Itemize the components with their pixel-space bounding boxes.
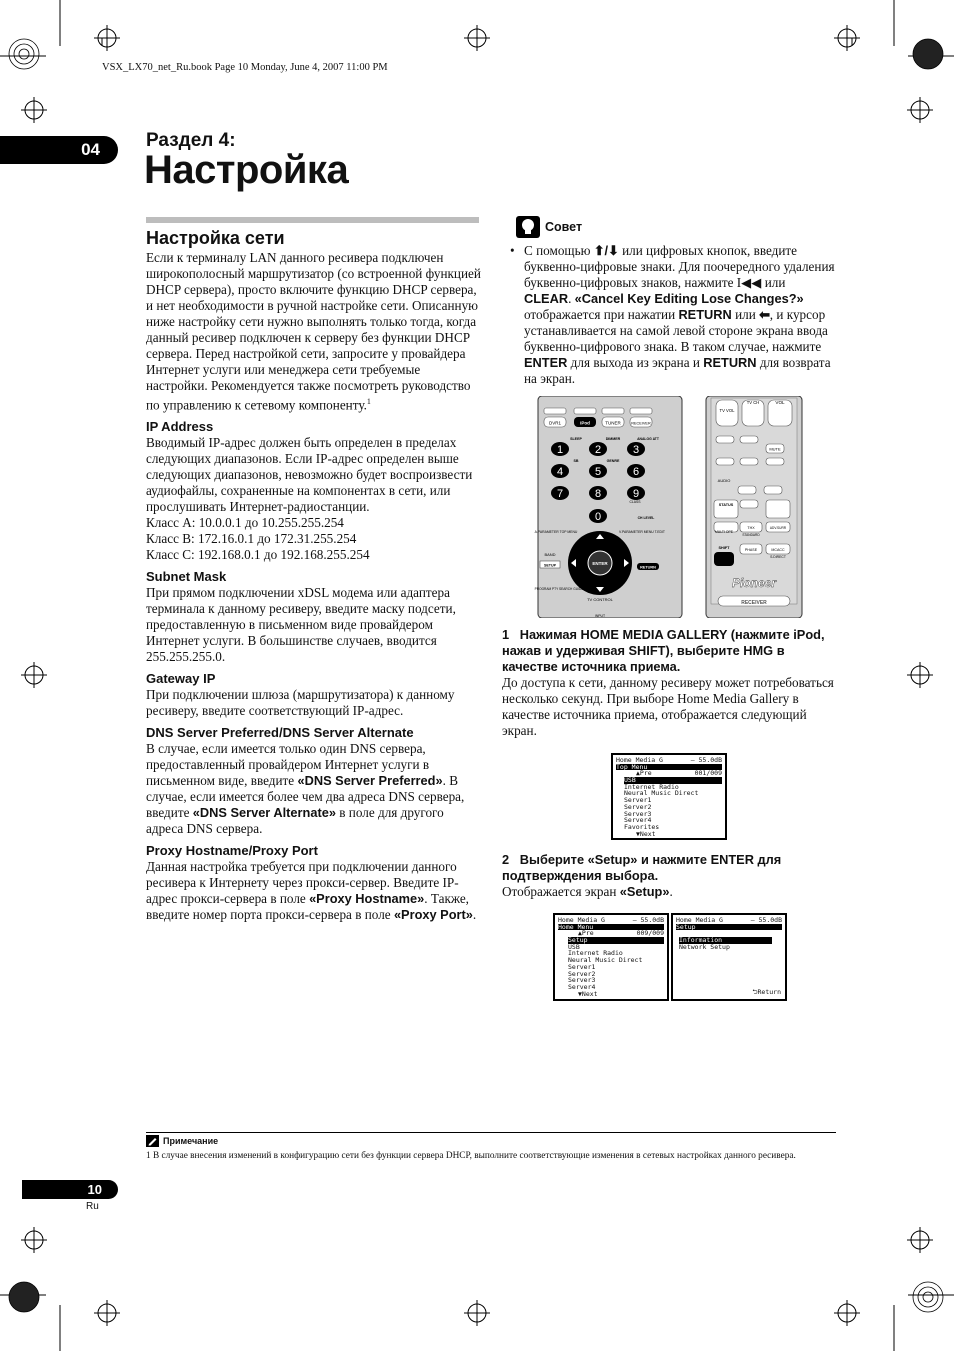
ip-class-b: Класс B: 172.16.0.1 до 172.31.255.254 <box>146 531 357 547</box>
remote-label-genre: GENRE <box>606 459 620 463</box>
screen-list-item: Server2 <box>624 802 652 811</box>
section-rule <box>146 217 479 223</box>
page-number: 10 <box>22 1180 118 1199</box>
footnote-ref: 1 <box>366 397 371 406</box>
screen-list-item: Internet Radio <box>568 949 623 958</box>
remote-label-dimmer: DIMMER <box>605 437 621 441</box>
remote-label-sleep: SLEEP <box>570 437 582 441</box>
screen-next: ▼Next <box>578 989 598 998</box>
remote-label-thx: THX <box>747 526 755 530</box>
footer-rule <box>146 1132 836 1133</box>
remote-digit-label: 6 <box>632 466 640 478</box>
left-column <box>146 250 481 923</box>
step-1-heading: 1 Нажимая HOME MEDIA GALLERY (нажмите iPod, нажав и удерживая SHIFT), выберите HMG в качестве источника приема. <box>502 627 825 674</box>
remote-digit-label: 1 <box>556 444 564 456</box>
screen-next: ▼Next <box>636 829 656 838</box>
dns-text: В случае, если имеется только один DNS сервера, предоставленный провайдером Интернет услуги в письменном виде, введите «DNS Server Preferred». В случае, если имеется более чем два адреса DNS сервера, введите «DNS Server Alternate» в поле для другого адреса DNS сервера. <box>146 741 465 837</box>
screen-list-item: Server4 <box>624 816 652 825</box>
remote-digit-label: 3 <box>632 444 640 456</box>
subnet-heading: Subnet Mask <box>146 569 227 585</box>
screen-return: ⮌Return <box>752 988 781 997</box>
remote-return-button: RETURN <box>640 565 656 570</box>
remote-label-input: INPUT <box>594 614 606 618</box>
remote-digit-label: 7 <box>556 488 564 500</box>
remote-btn-tuner: TUNER <box>605 420 621 426</box>
remote-label-mcacc: MCACC <box>771 548 785 552</box>
remote-label-ch-level: CH LEVEL <box>637 516 655 520</box>
remote-digit-label: 9 <box>632 488 640 500</box>
step-2-heading: 2 Выберите «Setup» и нажмите ENTER для подтверждения выбора. <box>502 852 782 883</box>
remote-label-sb: SB <box>573 459 579 463</box>
screen-list-item: Favorites <box>624 822 660 831</box>
remote-label-status: STATUS <box>718 503 734 507</box>
remote-label-vol: VOL <box>775 400 785 405</box>
page-language: Ru <box>86 1201 99 1212</box>
screen-list-item: Server1 <box>624 796 652 805</box>
screen-list-item: Neural Music Direct <box>624 789 699 798</box>
screen-list-item: Internet Radio <box>624 782 679 791</box>
remote-control-illustration <box>530 396 804 618</box>
proxy-text: Данная настройка требуется при подключении данного ресивера к Интернету через прокси-сервер. Введите IP-адрес прокси-сервера в поле «Proxy Hostname». Также, введите номер порта прокси-сервера в поле «Proxy Port». <box>146 859 477 923</box>
remote-label-multi-ope: MULTI OPE <box>714 530 734 534</box>
remote-label-mute: MUTE <box>769 446 781 452</box>
remote-label-setup: SETUP <box>544 563 556 568</box>
remote-label-a-parameter: A.PARAMETER TOP MENU <box>534 530 578 534</box>
step-1 <box>502 627 838 739</box>
remote-label-adv-surr: ADV.SURR <box>769 526 787 530</box>
ip-address-heading: IP Address <box>146 419 214 435</box>
ip-class-a: Класс A: 10.0.0.1 до 10.255.255.254 <box>146 515 344 531</box>
display-screen-top-menu: Home Media G – 55.0dB Top Menu ▲Pre 001/009 USB Internet Radio Neural Music Direct Server1 Server2 Server3 Server4 Favorites ▼Next <box>611 753 727 840</box>
note-icon <box>146 1135 159 1147</box>
remote-label-tv-ch: TV CH <box>746 400 760 405</box>
ip-address-text: Вводимый IP-адрес должен быть определен в пределах следующих диапазонов. Если IP-адрес определен выше следующих диапазонов, невозможно будет воспроизвести аудиофайлы, сохраненные на компонентах в сети, или прослушивать Интернет-радиостанции. <box>146 435 473 515</box>
remote-label-audio: AUDIO <box>717 478 731 483</box>
lightbulb-icon <box>516 216 540 238</box>
remote-digit-label: 0 <box>594 511 602 523</box>
screen-list-item: Server3 <box>624 809 652 818</box>
screen-list-item: Server2 <box>568 969 596 978</box>
remote-receiver-label: RECEIVER <box>741 600 767 606</box>
chapter-tab: 04 <box>0 136 118 164</box>
tip-bullet: • <box>510 243 515 258</box>
screen-list-item: Server3 <box>568 976 596 985</box>
gateway-heading: Gateway IP <box>146 671 216 687</box>
note-heading: Примечание <box>146 1135 218 1147</box>
step-2-text: Отображается экран «Setup». <box>502 884 673 899</box>
screen-list-item: Network Setup <box>679 942 730 951</box>
proxy-heading: Proxy Hostname/Proxy Port <box>146 843 318 859</box>
step-2 <box>502 852 838 900</box>
remote-btn-receiver: RECEIVER <box>631 421 651 426</box>
remote-digit-label: 2 <box>594 444 602 456</box>
remote-label-band: BAND <box>544 552 556 557</box>
display-screen-home-menu: Home Media G – 55.0dB Home Menu ▲Pre 009/009 Setup USB Internet Radio Neural Music Direct Server1 Server2 Server3 Server4 ▼Next <box>553 913 669 1001</box>
step-1-text: До доступа к сети, данному ресиверу может потребоваться несколько секунд. При выборе Home Media Gallery в качестве источника приема, отображается следующий экран. <box>502 675 834 738</box>
print-info: VSX_LX70_net_Ru.book Page 10 Monday, June 4, 2007 11:00 PM <box>102 62 388 73</box>
remote-btn-dvr1: DVR1 <box>548 420 562 426</box>
remote-label-s-direct: S.DIRECT <box>770 555 786 559</box>
tip-heading: Совет <box>516 216 582 238</box>
remote-label-class: CLASS <box>629 500 641 504</box>
screen-list-item: Server1 <box>568 962 596 971</box>
remote-label-shift: SHIFT <box>718 546 730 550</box>
remote-digit-label: 4 <box>556 466 564 478</box>
remote-label-standard: STANDARD <box>742 533 760 537</box>
pioneer-logo: Pioneer <box>731 576 777 590</box>
remote-enter-button: ENTER <box>592 561 608 566</box>
up-down-arrow-icon: ⬆/⬇ <box>593 243 619 258</box>
previous-track-icon: I◀◀ <box>736 275 762 290</box>
remote-digit-label: 5 <box>594 466 602 478</box>
remote-label-tv-control: TV CONTROL <box>587 597 613 602</box>
remote-label-tv-vol: TV VOL <box>719 408 735 413</box>
screen-list-item: Server4 <box>568 982 596 991</box>
note-text: 1 В случае внесения изменений в конфигурацию сети без функции сервера DHCP, выполните соответствующие изменения в сетевых настройках данного ресивера. <box>146 1151 796 1161</box>
screen-list-item: Information <box>679 937 772 944</box>
dns-heading: DNS Server Preferred/DNS Server Alternate <box>146 725 414 741</box>
subsection-title: Настройка сети <box>146 228 285 248</box>
remote-btn-ipod: iPod <box>580 420 590 426</box>
tip-text: С помощью ⬆/⬇ или цифровых кнопок, введите буквенно-цифровые знаки. Для поочередного удаления буквенно-цифровых знаков, нажмите I◀◀ или CLEAR. «Cancel Key Editing Lose Changes?» отображается при нажатии RETURN или ⬅, и курсор устанавливается на самой левой стороне экрана ввода буквенно-цифрового знака. В таком случае, нажмите ENTER для выхода из экрана и RETURN для возврата на экран. <box>524 243 835 386</box>
intro-paragraph: Если к терминалу LAN данного ресивера подключен широкополосный маршрутизатор (со встроенной функцией DHCP сервера), просто включите функцию DHCP сервера, и нет необходимости в ручной настройке сети. Описанную ниже настройку сети нужно выполнять только тогда, когда данный ресивер подключен к серверу без функции DHCP сервера. Перед настройкой сети, запросите у провайдера Интернет услуги или менеджера сети требуемые настройки. Рекомендуется также посмотреть руководство по управлению к сетевому компоненту.$^1$ <box>146 250 481 413</box>
remote-label-analog-att: ANALOG ATT <box>637 437 659 441</box>
left-arrow-icon: ⬅ <box>759 307 770 322</box>
section-label: Раздел 4: <box>146 130 236 151</box>
ip-class-c: Класс C: 192.168.0.1 до 192.168.255.254 <box>146 547 370 563</box>
remote-label-phase: PHASE <box>744 548 758 552</box>
screen-list-item: USB <box>624 777 722 784</box>
screen-list-item: Neural Music Direct <box>568 956 643 965</box>
remote-digit-label: 8 <box>594 488 602 500</box>
gateway-text: При подключении шлюза (маршрутизатора) к данному ресиверу, введите соответствующий IP-адрес. <box>146 687 455 719</box>
remote-label-program: PROGRAM PTY SEARCH GUIDE <box>534 587 584 591</box>
display-screen-setup: Home Media G – 55.0dB Setup Information Network Setup ⮌Return <box>671 913 787 1001</box>
subnet-text: При прямом подключении xDSL модема или адаптера терминала к данному ресиверу, введите маску подсети, предоставленную в письменном виде провайдером Интернет услуги. В большинстве случаев, вводится 255.255.255.0. <box>146 585 456 665</box>
chapter-title: Настройка <box>144 148 349 192</box>
screen-list-item: USB <box>568 942 580 951</box>
remote-label-v-parameter: V.PARAMETER MENU T.EDIT <box>619 530 665 534</box>
screen-list-item: Setup <box>568 937 664 944</box>
